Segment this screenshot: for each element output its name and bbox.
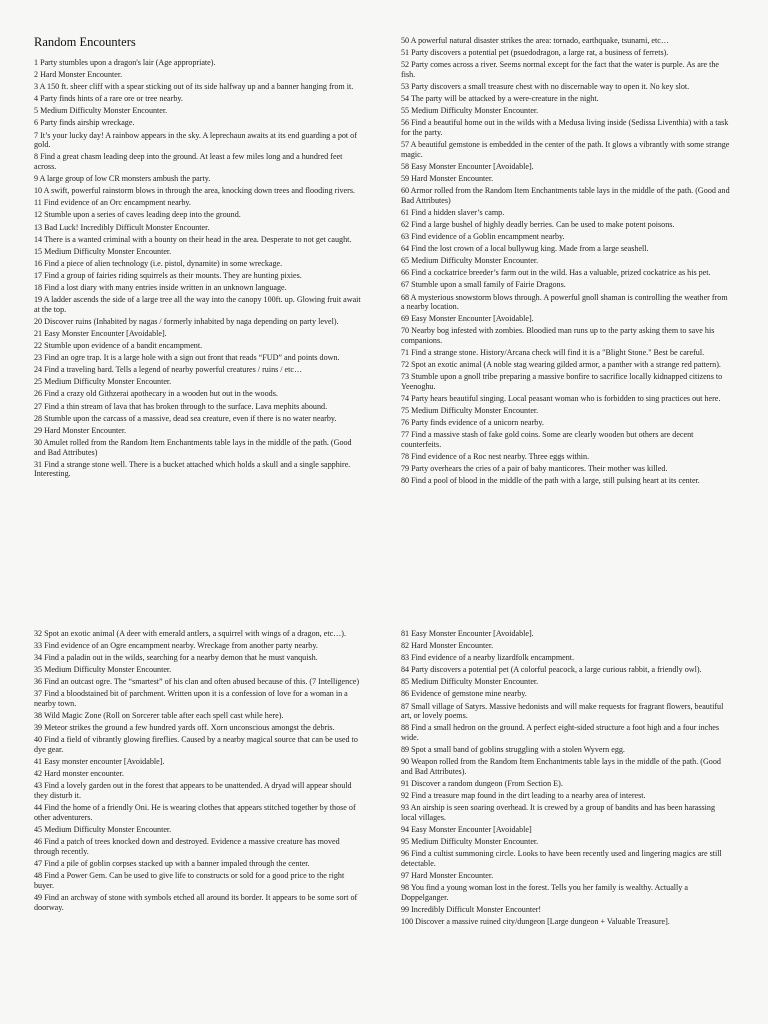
encounter-entry: 65 Medium Difficulty Monster Encounter. (401, 256, 539, 266)
encounter-entry: 85 Medium Difficulty Monster Encounter. (401, 677, 539, 687)
encounter-entry: 38 Wild Magic Zone (Roll on Sorcerer table after each spell cast while here). (34, 711, 284, 721)
encounter-entry: 11 Find evidence of an Orc encampment nearby. (34, 198, 191, 208)
encounter-entry: 21 Easy Monster Encounter [Avoidable]. (34, 328, 167, 338)
encounter-entry: 28 Stumble upon the carcass of a massive, dead sea creature, even if there is no water nearby. (34, 413, 337, 423)
encounter-entry: 43 Find a lovely garden out in the forest that appears to be unattended. A dryad will appear should they disturb it. (34, 781, 352, 801)
encounter-entry: 8 Find a great chasm leading deep into the ground. At least a few miles long and a hundred feet across. (34, 152, 343, 172)
encounter-entry: 34 Find a paladin out in the wilds, searching for a nearby demon that he must vanquish. (34, 653, 318, 663)
encounter-entry: 74 Party hears beautiful singing. Local peasant woman who is forbidden to sing practices out here. (401, 394, 721, 404)
encounter-entry: 41 Easy monster encounter [Avoidable]. (34, 757, 165, 767)
encounter-entry: 22 Stumble upon evidence of a bandit encampment. (34, 341, 203, 351)
encounter-entry: 44 Find the home of a friendly Oni. He is wearing clothes that appears stitched together by those of other adventurers. (34, 803, 356, 822)
encounter-entry: 9 A large group of low CR monsters ambush the party. (34, 174, 211, 184)
encounter-entry: 94 Easy Monster Encounter [Avoidable] (401, 825, 532, 835)
encounter-entry: 78 Find evidence of a Roc nest nearby. Three eggs within. (401, 452, 590, 462)
encounter-entry: 24 Find a traveling bard. Tells a legend of nearby powerful creatures / ruins / etc… (34, 365, 303, 375)
encounter-column-2 (401, 36, 731, 489)
encounter-entry: 71 Find a strange stone. History/Arcana check will find it is a "Blight Stone." Best be careful. (401, 348, 705, 358)
encounter-entry: 48 Find a Power Gem. Can be used to give life to constructs or sold for a good price to the right buyer. (34, 871, 345, 890)
encounter-entry: 96 Find a cultist summoning circle. Looks to have been recently used and lingering magics are still detectable. (401, 849, 722, 868)
encounter-entry: 12 Stumble upon a series of caves leading deep into the ground. (34, 210, 241, 220)
encounter-entry: 15 Medium Difficulty Monster Encounter. (34, 246, 172, 256)
encounter-entry: 45 Medium Difficulty Monster Encounter. (34, 825, 172, 835)
encounter-entry: 29 Hard Monster Encounter. (34, 425, 127, 435)
encounter-entry: 2 Hard Monster Encounter. (34, 70, 123, 80)
encounter-entry: 91 Discover a random dungeon (From Section E). (401, 779, 563, 789)
encounter-entry: 57 A beautiful gemstone is embedded in the center of the path. It glows a vibrantly with some strange magic. (401, 140, 730, 159)
encounter-entry: 46 Find a patch of trees knocked down and destroyed. Evidence a massive creature has moved through recently. (34, 837, 340, 856)
encounter-entry: 69 Easy Monster Encounter [Avoidable]. (401, 314, 534, 324)
encounter-entry: 5 Medium Difficulty Monster Encounter. (34, 106, 168, 116)
encounter-entry: 13 Bad Luck! Incredibly Difficult Monster Encounter. (34, 222, 210, 232)
encounter-entry: 27 Find a thin stream of lava that has broken through to the surface. Lava mephits abound. (34, 401, 328, 411)
encounter-entry: 55 Medium Difficulty Monster Encounter. (401, 106, 539, 116)
encounter-column-3 (34, 629, 364, 915)
encounter-entry: 10 A swift, powerful rainstorm blows in through the area, knocking down trees and flooding rivers. (34, 186, 355, 196)
encounter-entry: 53 Party discovers a small treasure chest with no discernable way to open it. No key slot. (401, 81, 690, 91)
encounter-entry: 92 Find a treasure map found in the dirt leading to a nearby area of interest. (401, 791, 646, 801)
encounter-entry: 7 It’s your lucky day! A rainbow appears in the sky. A leprechaun awaits at its end guarding a pot of gold. (34, 130, 357, 150)
encounter-entry: 18 Find a lost diary with many entries inside written in an unknown language. (34, 283, 287, 292)
encounter-entry: 17 Find a group of fairies riding squirrels as their mounts. They are hunting pixies. (34, 270, 302, 280)
encounter-entry: 1 Party stumbles upon a dragon's lair (Age appropriate). (34, 58, 216, 67)
encounter-entry: 79 Party overhears the cries of a pair of baby manticores. Their mother was killed. (401, 464, 668, 474)
encounter-entry: 95 Medium Difficulty Monster Encounter. (401, 837, 539, 847)
encounter-entry: 40 Find a field of vibrantly glowing fireflies. Caused by a nearby magical source that can be used to dye gear. (34, 735, 358, 755)
encounter-entry: 70 Nearby bog infested with zombies. Bloodied man runs up to the party asking them to save his companions. (401, 326, 715, 346)
encounter-entry: 26 Find a crazy old Githzerai apothecary in a wooden hut out in the woods. (34, 389, 278, 399)
encounter-entry: 84 Party discovers a potential pet (A colorful peacock, a large curious rabbit, a friendly owl). (401, 665, 702, 675)
encounter-entry: 58 Easy Monster Encounter [Avoidable]. (401, 161, 534, 171)
encounter-entry: 89 Spot a small band of goblins struggling with a stolen Wyvern egg. (401, 745, 625, 755)
encounter-entry: 97 Hard Monster Encounter. (401, 871, 494, 881)
encounter-entry: 51 Party discovers a potential pet (psuedodragon, a large rat, a business of ferrets). (401, 48, 669, 58)
encounter-column-4 (401, 629, 731, 929)
encounter-entry: 86 Evidence of gemstone mine nearby. (401, 689, 527, 699)
encounter-entry: 3 A 150 ft. sheer cliff with a spear sticking out of its side halfway up and a banner hanging from it. (34, 82, 354, 92)
encounter-entry: 50 A powerful natural disaster strikes the area: tornado, earthquake, tsunami, etc… (401, 36, 669, 45)
encounter-entry: 99 Incredibly Difficult Monster Encounter! (401, 904, 542, 914)
encounter-entry: 4 Party finds hints of a rare ore or tree nearby. (34, 94, 183, 104)
encounter-entry: 6 Party finds airship wreckage. (34, 118, 135, 128)
encounter-entry: 62 Find a large bushel of highly deadly berries. Can be used to make potent poisons. (401, 219, 675, 229)
encounter-column-1 (34, 58, 364, 481)
encounter-entry: 52 Party comes across a river. Seems normal except for the fact that the water is purple. As are the fish. (401, 60, 720, 79)
encounter-entry: 93 An airship is seen soaring overhead. It is crewed by a group of bandits and has been harassing local villages. (401, 803, 715, 822)
encounter-entry: 47 Find a pile of goblin corpses stacked up with a banner impaled through the center. (34, 858, 310, 868)
encounter-entry: 56 Find a beautiful home out in the wilds with a Medusa living inside (Sedissa Liventhia) with a task for the party. (401, 118, 729, 137)
encounter-entry: 25 Medium Difficulty Monster Encounter. (34, 377, 172, 387)
encounter-entry: 61 Find a hidden slaver’s camp. (401, 207, 505, 217)
encounter-entry: 66 Find a cockatrice breeder’s farm out in the wild. Has a valuable, prized cockatrice as his pet. (401, 268, 711, 278)
encounter-entry: 88 Find a small hedron on the ground. A perfect eight-sided structure a foot high and a four inches wide. (401, 723, 720, 743)
encounter-entry: 33 Find evidence of an Ogre encampment nearby. Wreckage from another party nearby. (34, 641, 318, 651)
encounter-entry: 59 Hard Monster Encounter. (401, 173, 494, 183)
encounter-entry: 14 There is a wanted criminal with a bounty on their head in the area. Desperate to not get caught. (34, 234, 352, 244)
encounter-entry: 82 Hard Monster Encounter. (401, 641, 494, 651)
encounter-entry: 20 Discover ruins (Inhabited by nagas / formerly inhabited by naga depending on party level). (34, 316, 339, 326)
encounter-entry: 49 Find an archway of stone with symbols etched all around its border. It appears to be some sort of doorway. (34, 892, 358, 912)
encounter-entry: 31 Find a strange stone well. There is a bucket attached which holds a skull and a single sapphire. Interesting. (34, 459, 351, 479)
encounter-entry: 42 Hard monster encounter. (34, 769, 124, 779)
encounter-entry: 77 Find a massive stash of fake gold coins. Some are clearly wooden but others are decent counterfeits. (401, 430, 694, 450)
encounter-entry: 83 Find evidence of a nearby lizardfolk encampment. (401, 653, 575, 663)
encounter-entry: 60 Armor rolled from the Random Item Enchantments table lays in the middle of the path. (Good and Bad Attributes) (401, 186, 730, 205)
encounter-entry: 63 Find evidence of a Goblin encampment nearby. (401, 232, 565, 242)
encounter-entry: 75 Medium Difficulty Monster Encounter. (401, 406, 539, 416)
encounter-entry: 67 Stumble upon a small family of Fairie Dragons. (401, 280, 566, 290)
encounter-entry: 76 Party finds evidence of a unicorn nearby. (401, 418, 544, 428)
encounter-entry: 72 Spot an exotic animal (A noble stag wearing gilded armor, a panther with a strange red pattern). (401, 360, 721, 370)
encounter-entry: 37 Find a bloodstained bit of parchment. Written upon it is a confession of love for a woman in a nearby town. (34, 689, 348, 709)
encounter-entry: 87 Small village of Satyrs. Massive hedonists and will make requests for fragrant flowers, beautiful art, or lovely poems. (401, 701, 724, 721)
encounter-entry: 32 Spot an exotic animal (A deer with emerald antlers, a squirrel with wings of a dragon, etc…). (34, 629, 346, 638)
encounter-entry: 81 Easy Monster Encounter [Avoidable]. (401, 629, 534, 638)
encounter-entry: 30 Amulet rolled from the Random Item Enchantments table lays in the middle of the path. (Good and Bad Attributes) (34, 437, 352, 457)
encounter-entry: 73 Stumble upon a gnoll tribe preparing a massive bonfire to sacrifice locally kidnapped citizens to Yeenoghu. (401, 372, 723, 392)
encounter-entry: 68 A mysterious snowstorm blows through. A powerful gnoll shaman is controlling the weather from a nearby location. (401, 292, 728, 312)
page-title: Random Encounters (34, 35, 136, 49)
encounter-entry: 36 Find an outcast ogre. The “smartest” of his clan and often abused because of this. (7 Intelligence) (34, 677, 360, 687)
encounter-entry: 23 Find an ogre trap. It is a large hole with a sign out front that reads “FUD” and points down. (34, 353, 340, 363)
encounter-entry: 54 The party will be attacked by a were-creature in the night. (401, 94, 599, 104)
encounter-entry: 98 You find a young woman lost in the forest. Tells you her family is wealthy. Actually a Doppelganger. (401, 883, 688, 902)
encounter-entry: 90 Weapon rolled from the Random Item Enchantments table lays in the middle of the path. (Good and Bad Attributes). (401, 757, 721, 776)
encounter-entry: 35 Medium Difficulty Monster Encounter. (34, 665, 172, 675)
encounter-entry: 39 Meteor strikes the ground a few hundred yards off. Xorn unconscious amongst the debris. (34, 723, 335, 733)
encounter-entry: 16 Find a piece of alien technology (i.e. pistol, dynamite) in some wreckage. (34, 258, 283, 268)
encounter-entry: 80 Find a pool of blood in the middle of the path with a large, still pulsing heart at its center. (401, 476, 700, 486)
encounter-entry: 19 A ladder ascends the side of a large tree all the way into the canopy 100ft. up. Glowing fruit await at the top. (34, 295, 361, 314)
encounter-entry: 64 Find the lost crown of a local bullywug king. Made from a large seashell. (401, 244, 649, 254)
encounter-entry: 100 Discover a massive ruined city/dungeon [Large dungeon + Valuable Treasure]. (401, 917, 670, 926)
